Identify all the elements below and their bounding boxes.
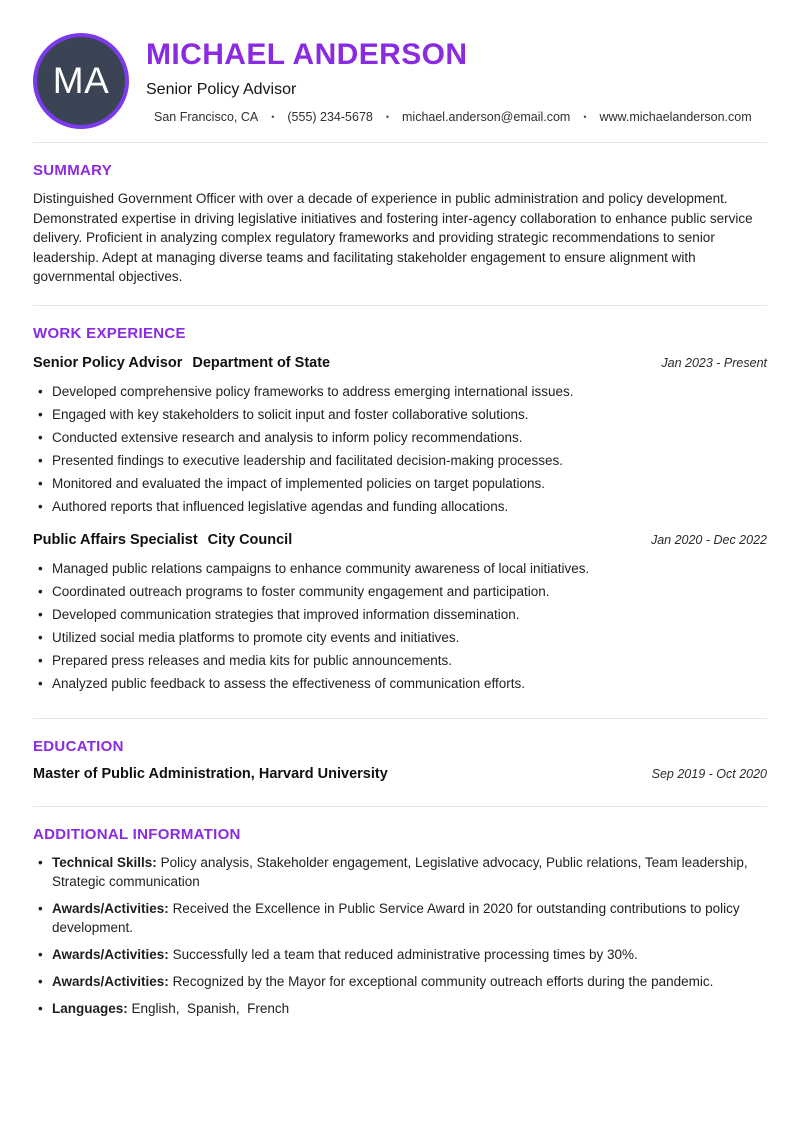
- job-bullet: • Analyzed public feedback to assess the effectiveness of communication efforts.: [33, 674, 767, 693]
- job-bullet: • Managed public relations campaigns to enhance community awareness of local initiatives.: [33, 559, 767, 578]
- summary-heading: SUMMARY: [33, 162, 113, 179]
- job-bullet: • Utilized social media platforms to promote city events and initiatives.: [33, 628, 767, 647]
- item-label: Awards/Activities:: [52, 946, 169, 962]
- work-experience-heading: WORK EXPERIENCE: [33, 324, 186, 342]
- section-divider: [33, 718, 767, 719]
- section-additional-information: [33, 826, 767, 1018]
- section-education: [33, 738, 767, 782]
- section-work-experience: [33, 325, 767, 693]
- additional-info-list: [33, 853, 767, 1018]
- education-dates: Sep 2019 - Oct 2020: [651, 766, 767, 781]
- contact-website: www.michaelanderson.com: [599, 110, 752, 124]
- job-dates: Jan 2020 - Dec 2022: [650, 532, 767, 547]
- resume-header: [33, 0, 767, 129]
- job-company: Department of State: [192, 354, 331, 371]
- section-divider: [33, 806, 767, 807]
- contact-row: [154, 110, 767, 124]
- job-bullet-list: [33, 382, 767, 516]
- job-bullet: • Monitored and evaluated the impact of implemented policies on target populations.: [33, 474, 767, 493]
- job-position: Public Affairs Specialist: [33, 531, 198, 548]
- job-bullet: • Engaged with key stakeholders to solicit input and foster collaborative solutions.: [33, 405, 767, 424]
- separator-dot: •: [385, 112, 390, 122]
- item-label: Awards/Activities:: [52, 973, 169, 989]
- job-bullet: • Conducted extensive research and analysis to inform policy recommendations.: [33, 428, 767, 447]
- job-position: Senior Policy Advisor: [33, 354, 183, 371]
- item-text: English, Spanish, French: [131, 1000, 290, 1016]
- job-bullet: • Authored reports that influenced legislative agendas and funding allocations.: [33, 497, 767, 516]
- job-bullet: • Coordinated outreach programs to foster community engagement and participation.: [33, 582, 767, 601]
- item-text: Received the Excellence in Public Service Award in 2020 for outstanding contributions to policy development.: [52, 900, 744, 935]
- additional-info-item: [33, 972, 759, 991]
- person-job-title: Senior Policy Advisor: [146, 81, 297, 98]
- section-divider: [33, 305, 767, 306]
- job-header-row: [33, 354, 767, 372]
- summary-text: Distinguished Government Officer with over a decade of experience in public administration and policy development. Demonstrated expertise in driving legislative initiatives and fostering inter-agency collaboration to enhance public service delivery. Proficient in analyzing complex regulatory frameworks and providing strategic recommendations to senior leadership. Adept at managing diverse teams and facilitating stakeholder engagement to ensure alignment with governmental objectives.: [33, 191, 753, 284]
- job-bullet: • Developed comprehensive policy frameworks to address emerging international issues.: [33, 382, 767, 401]
- job-dates: Jan 2023 - Present: [661, 355, 767, 370]
- additional-information-heading: ADDITIONAL INFORMATION: [33, 825, 241, 843]
- item-label: Awards/Activities:: [52, 900, 169, 916]
- contact-email: michael.anderson@email.com: [402, 110, 571, 124]
- job-bullet: • Presented findings to executive leadership and facilitated decision-making processes.: [33, 451, 767, 470]
- job-title-line: [33, 354, 330, 372]
- person-name: MICHAEL ANDERSON: [146, 38, 468, 71]
- job-header-row: [33, 531, 767, 549]
- section-divider: [33, 142, 767, 143]
- job-bullet: • Prepared press releases and media kits for public announcements.: [33, 651, 767, 670]
- additional-info-item: [33, 899, 759, 937]
- item-label: Languages:: [52, 1000, 128, 1016]
- separator-dot: •: [271, 112, 275, 122]
- avatar-initials: MA: [52, 60, 110, 101]
- job-company: City Council: [207, 531, 293, 548]
- header-text-block: [146, 38, 767, 124]
- section-summary: [33, 162, 767, 287]
- job-entry: [33, 354, 767, 516]
- additional-info-item: [33, 853, 759, 891]
- job-bullet-list: [33, 559, 767, 693]
- contact-location: San Francisco, CA: [154, 110, 259, 124]
- contact-phone: (555) 234-5678: [287, 110, 373, 124]
- item-text: Policy analysis, Stakeholder engagement, Legislative advocacy, Public relations, Team leadership, Strategic communication: [52, 854, 752, 889]
- avatar: [33, 33, 129, 129]
- job-title-line: [33, 531, 292, 549]
- additional-info-item: [33, 945, 759, 964]
- additional-info-item: [33, 999, 759, 1018]
- education-degree: Master of Public Administration, Harvard University: [33, 765, 388, 782]
- education-heading: EDUCATION: [33, 737, 124, 755]
- item-text: Successfully led a team that reduced administrative processing times by 30%.: [172, 946, 638, 962]
- separator-dot: •: [583, 112, 587, 122]
- item-label: Technical Skills:: [52, 854, 157, 870]
- education-entry: [33, 766, 767, 782]
- job-entry: [33, 531, 767, 693]
- job-bullet: • Developed communication strategies that improved information dissemination.: [33, 605, 767, 624]
- item-text: Recognized by the Mayor for exceptional community outreach efforts during the pandemic.: [172, 973, 714, 989]
